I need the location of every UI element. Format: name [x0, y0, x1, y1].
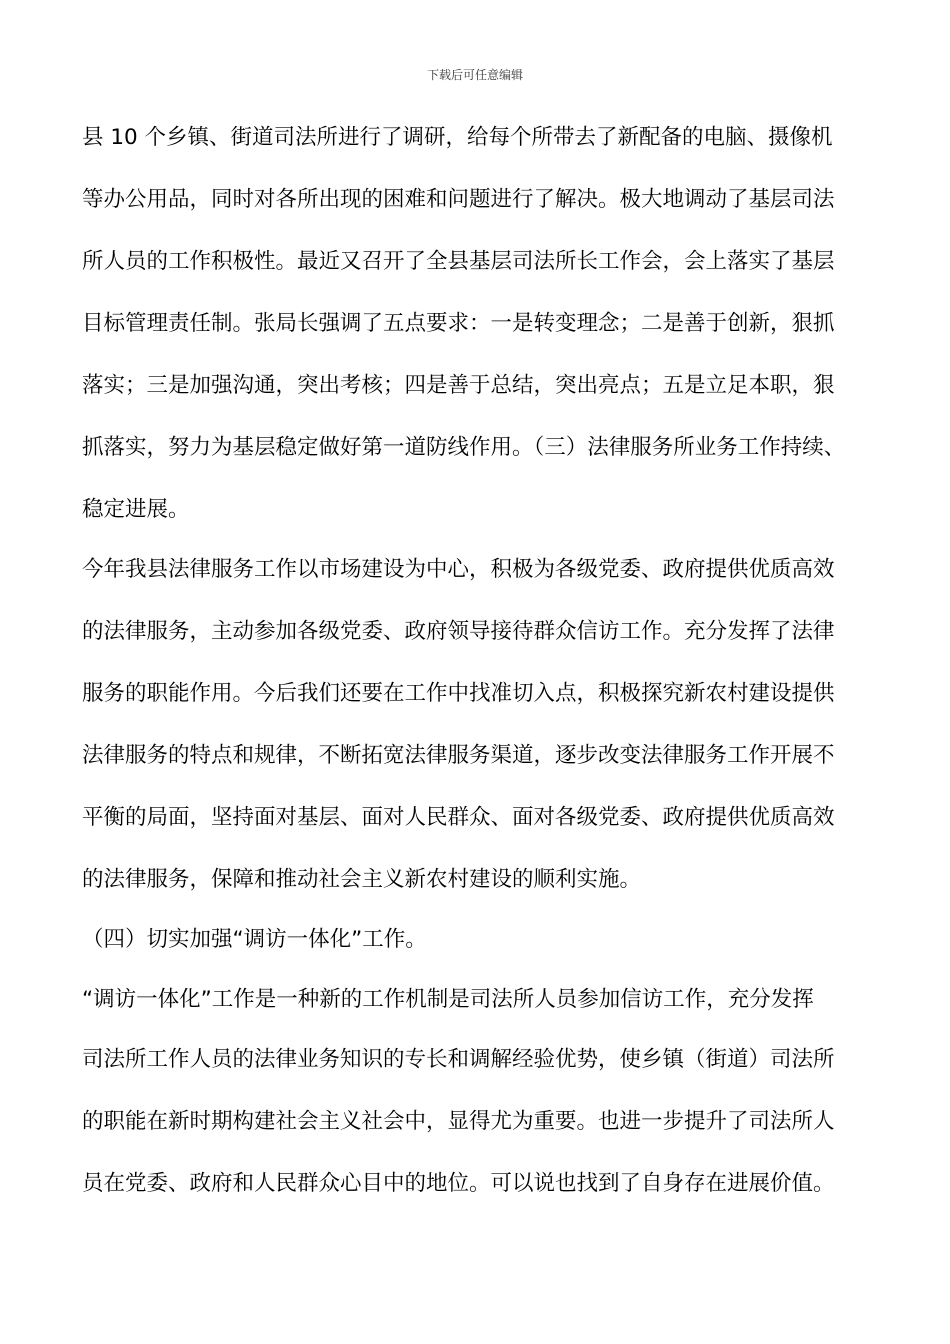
body-line: 的法律服务，保障和推动社会主义新农村建设的顺利实施。	[82, 867, 642, 892]
body-line: 的法律服务，主动参加各级党委、政府领导接待群众信访工作。充分发挥了法律	[82, 619, 835, 644]
body-line: 目标管理责任制。张局长强调了五点要求：一是转变理念；二是善于创新，狠抓	[82, 311, 835, 336]
body-line: 司法所工作人员的法律业务知识的专长和调解经验优势，使乡镇（街道）司法所	[82, 1047, 835, 1072]
body-line: 落实；三是加强沟通，突出考核；四是善于总结，突出亮点；五是立足本职，狠	[82, 373, 835, 398]
body-line: 的职能在新时期构建社会主义社会中，显得尤为重要。也进一步提升了司法所人	[82, 1109, 835, 1134]
body-line: 县 10 个乡镇、街道司法所进行了调研，给每个所带去了新配备的电脑、摄像机	[82, 125, 833, 150]
body-line: 稳定进展。	[82, 497, 190, 522]
page-header: 下载后可任意编辑	[426, 68, 523, 82]
body-line: 等办公用品，同时对各所出现的困难和问题进行了解决。极大地调动了基层司法	[82, 187, 835, 212]
body-line: 今年我县法律服务工作以市场建设为中心，积极为各级党委、政府提供优质高效	[82, 557, 835, 582]
body-line: 平衡的局面，坚持面对基层、面对人民群众、面对各级党委、政府提供优质高效	[82, 805, 835, 830]
body-line: 法律服务的特点和规律，不断拓宽法律服务渠道，逐步改变法律服务工作开展不	[82, 743, 835, 768]
body-line: 所人员的工作积极性。最近又召开了全县基层司法所长工作会，会上落实了基层	[82, 249, 835, 274]
body-line: 抓落实，努力为基层稳定做好第一道防线作用。（三）法律服务所业务工作持续、	[82, 435, 846, 460]
body-line: “调访一体化”工作是一种新的工作机制是司法所人员参加信访工作，充分发挥	[82, 987, 814, 1012]
body-line: 员在党委、政府和人民群众心目中的地位。可以说也找到了自身存在进展价值。	[82, 1171, 835, 1196]
body-line: 服务的职能作用。今后我们还要在工作中找准切入点，积极探究新农村建设提供	[82, 681, 835, 706]
section-heading: （四）切实加强“调访一体化”工作。	[82, 927, 427, 952]
